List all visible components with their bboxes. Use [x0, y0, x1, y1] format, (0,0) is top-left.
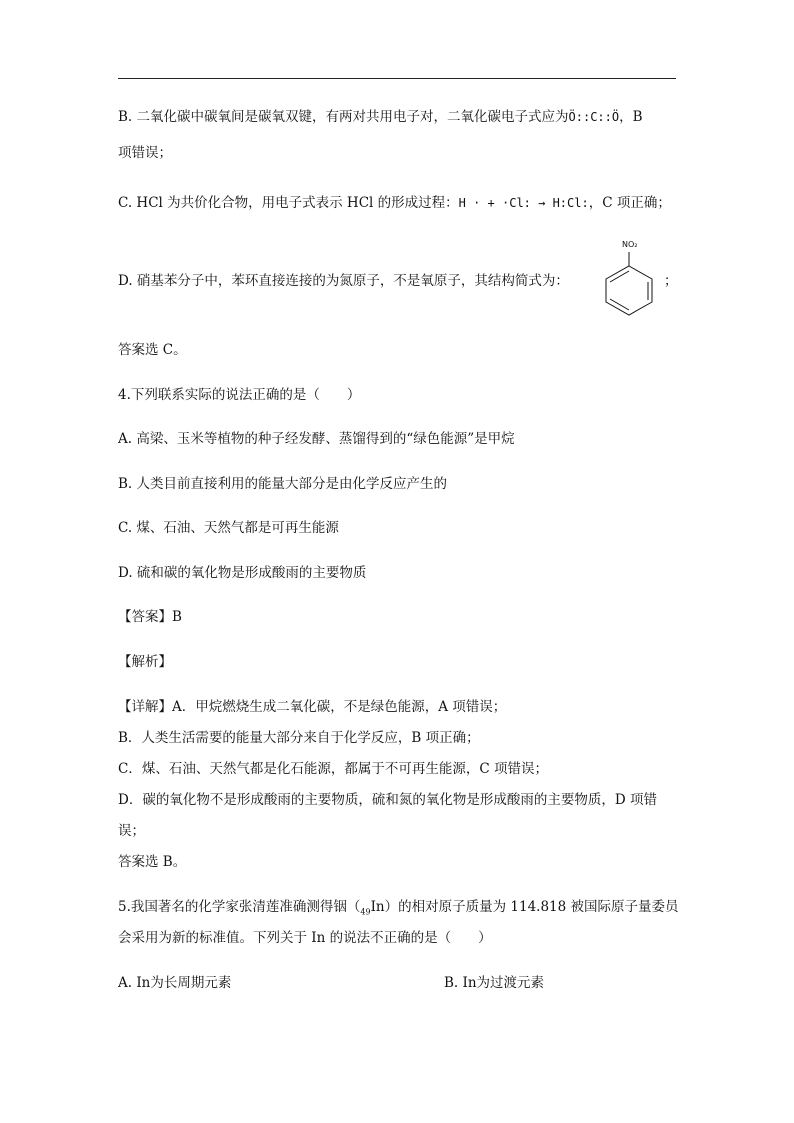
q4-analysis-label: 【解析】: [118, 654, 172, 670]
q3-c-text: C. HCl 为共价化合物，用电子式表示 HCl 的形成过程：: [118, 195, 459, 211]
q5-option-a: A. In为长周期元素: [118, 975, 232, 991]
q5-question-cont: 会采用为新的标准值。下列关于 In 的说法不正确的是（ ）: [118, 930, 492, 946]
q3-c-suffix: ，C 项正确；: [588, 195, 671, 211]
q3-answer: 答案选 C。: [118, 342, 187, 358]
q3-option-b: [118, 108, 643, 126]
nitrobenzene-structure: [596, 240, 662, 316]
q5-question-a: 5.我国著名的化学家张清莲准确测得铟（: [118, 899, 361, 915]
hcl-formation-formula: H · + ·Cl: → H:Cl:: [458, 196, 589, 210]
q4-answer: 【答案】B: [118, 609, 182, 625]
q5-atomic-number: 49: [360, 907, 371, 917]
q3-option-c: [118, 194, 671, 212]
q4-option-a: A. 高梁、玉米等植物的种子经发酵、蒸馏得到的“绿色能源”是甲烷: [118, 431, 515, 447]
q3-d-suffix: ；: [664, 273, 678, 289]
q3-b-text: B. 二氧化碳中碳氧间是碳氧双键，有两对共用电子对，二氧化碳电子式应为: [118, 109, 569, 125]
q4-question: 4.下列联系实际的说法正确的是（ ）: [118, 387, 361, 403]
header-rule: [118, 78, 676, 79]
co2-electron-formula: Ö::C::Ö: [568, 110, 620, 124]
q5-symbol: In: [370, 899, 385, 915]
q5-option-b: B. In为过渡元素: [444, 975, 545, 991]
q4-option-c: C. 煤、石油、天然气都是可再生能源: [118, 520, 339, 536]
q4-option-b: B. 人类目前直接利用的能量大部分是由化学反应产生的: [118, 476, 448, 492]
q3-option-d: D. 硝基苯分子中，苯环直接连接的为氮原子，不是氧原子，其结构简式为：: [118, 273, 569, 289]
q4-detail-1: 【详解】A．甲烷燃烧生成二氧化碳，不是绿色能源，A 项错误；: [118, 699, 507, 715]
q4-detail-4: D．碳的氧化物不是形成酸雨的主要物质，硫和氮的氧化物是形成酸雨的主要物质，D 项错: [118, 792, 657, 808]
q4-detail-4-cont: 误；: [118, 823, 145, 839]
q4-detail-2: B．人类生活需要的能量大部分来自于化学反应，B 项正确；: [118, 730, 480, 746]
q3-option-b-cont: 项错误；: [118, 145, 172, 161]
q3-b-suffix: ，B: [619, 109, 643, 125]
q5-question-b: ）的相对原子质量为 114.818 被国际原子量委员: [384, 899, 679, 915]
nitro-group-label: NO₂: [622, 240, 638, 249]
q5-question: [118, 898, 679, 922]
q4-option-d: D. 硫和碳的氧化物是形成酸雨的主要物质: [118, 565, 367, 581]
q4-detail-3: C．煤、石油、天然气都是化石能源，都属于不可再生能源，C 项错误；: [118, 761, 548, 777]
benzene-ring-icon: [596, 240, 662, 316]
q4-conclusion: 答案选 B。: [118, 854, 187, 870]
